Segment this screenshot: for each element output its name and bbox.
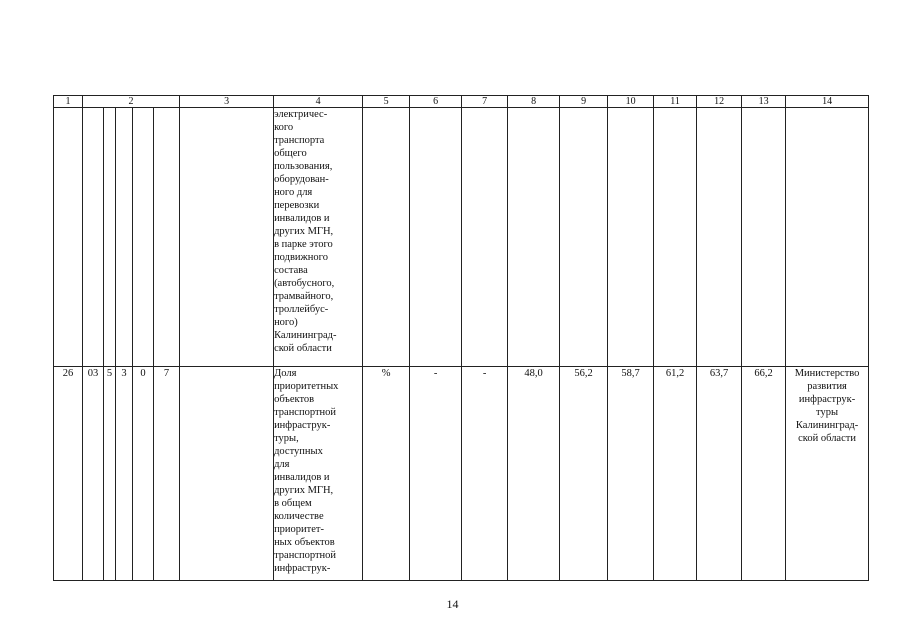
header-cell-3: 3 — [180, 96, 274, 108]
code-cell-2: 5 — [104, 367, 116, 581]
value-cell-7: - — [462, 367, 508, 581]
value-cell-6: - — [410, 367, 462, 581]
header-cell-13: 13 — [742, 96, 786, 108]
header-cell-14: 14 — [786, 96, 869, 108]
value-cell-8: 48,0 — [508, 367, 560, 581]
code-cell-5: 7 — [154, 367, 180, 581]
header-cell-1: 1 — [54, 96, 83, 108]
row-number: 26 — [54, 367, 83, 581]
code-cell-1: 03 — [83, 367, 104, 581]
header-cell-4: 4 — [274, 96, 363, 108]
header-cell-6: 6 — [410, 96, 462, 108]
header-cell-10: 10 — [608, 96, 654, 108]
header-cell-2: 2 — [83, 96, 180, 108]
header-cell-12: 12 — [697, 96, 742, 108]
header-cell-11: 11 — [654, 96, 697, 108]
value-cell-11: 61,2 — [654, 367, 697, 581]
unit-cell: % — [363, 367, 410, 581]
table-row-continued — [54, 108, 869, 367]
indicator-description: Доля приоритетных объектов транспортной инфраструк- туры, доступных для инвалидов и других МГН, в общем количестве приоритет- ных объектов транспортной инфраструк- — [274, 367, 363, 581]
code-cell-4: 0 — [133, 367, 154, 581]
code-cell-3: 3 — [116, 367, 133, 581]
header-row — [54, 96, 869, 108]
value-cell-12: 63,7 — [697, 367, 742, 581]
indicator-description-continued: электричес- кого транспорта общего пользования, оборудован- ного для перевозки инвалидов и других МГН, в парке этого подвижного состава (автобусного, трамвайного, троллейбус- ного) Калининград- ской области — [274, 108, 363, 367]
header-cell-9: 9 — [560, 96, 608, 108]
value-cell-10: 58,7 — [608, 367, 654, 581]
responsible-cell: Министерство развития инфраструк- туры Калининград- ской области — [786, 367, 869, 581]
header-cell-5: 5 — [363, 96, 410, 108]
header-cell-8: 8 — [508, 96, 560, 108]
table-row-26 — [54, 367, 869, 581]
header-cell-7: 7 — [462, 96, 508, 108]
value-cell-13: 66,2 — [742, 367, 786, 581]
indicator-table — [53, 95, 869, 581]
page-number: 14 — [446, 597, 459, 611]
value-cell-9: 56,2 — [560, 367, 608, 581]
